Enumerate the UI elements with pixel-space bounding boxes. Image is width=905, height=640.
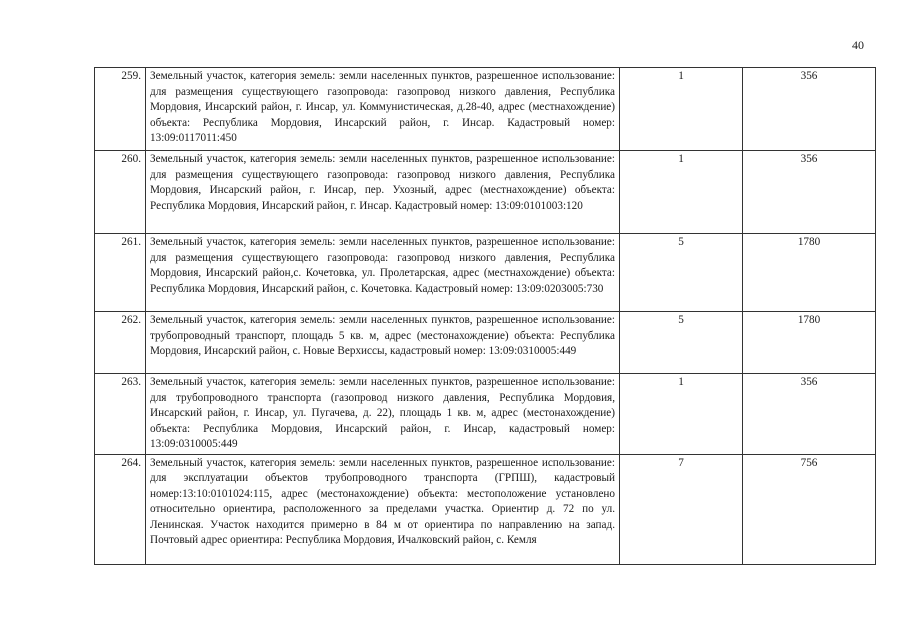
row-description: Земельный участок, категория земель: земли населенных пунктов, разрешенное использование: трубопроводный транспорт, площадь 5 кв. м, адрес (местонахождение) объекта: Республика Мордовия, Инсарский район, с. Новые Верхиссы, кадастровый номер: 13:09:0310005:449 xyxy=(146,312,620,374)
table-row xyxy=(95,151,876,234)
row-number: 264. xyxy=(95,454,146,564)
row-price: 356 xyxy=(743,68,876,151)
row-description: Земельный участок, категория земель: земли населенных пунктов, разрешенное использование: для эксплуатации объектов трубопроводного транспорта (ГРПШ), кадастровый номер:13:10:0101024:115, адрес (местонахождение) объекта: местоположение установлено относительно ориентира, расположенного за пределами участка. Ориентир д. 72 по ул. Ленинская. Участок находится примерно в 84 м от ориентира по направлению на запад. Почтовый адрес ориентира: Республика Мордовия, Ичалковский район, с. Кемля xyxy=(146,454,620,564)
table-row xyxy=(95,374,876,455)
row-price: 1780 xyxy=(743,312,876,374)
page-number: 40 xyxy=(852,38,864,52)
table-row xyxy=(95,454,876,564)
property-table xyxy=(94,67,876,565)
row-price: 356 xyxy=(743,151,876,234)
row-quantity: 5 xyxy=(620,234,743,312)
row-price: 1780 xyxy=(743,234,876,312)
row-number: 259. xyxy=(95,68,146,151)
row-quantity: 1 xyxy=(620,151,743,234)
row-quantity: 1 xyxy=(620,68,743,151)
row-quantity: 1 xyxy=(620,374,743,455)
row-number: 260. xyxy=(95,151,146,234)
row-description: Земельный участок, категория земель: земли населенных пунктов, разрешенное использование: для трубопроводного транспорта (газопровод низкого давления, Республика Мордовия, Инсарский район, г. Инсар, ул. Пугачева, д. 22), площадь 1 кв. м, адрес (местонахождение) объекта: Республика Мордовия, Инсарский район, г. Инсар, кадастровый номер: 13:09:0310005:449 xyxy=(146,374,620,455)
table-row xyxy=(95,68,876,151)
row-price: 356 xyxy=(743,374,876,455)
table-row xyxy=(95,234,876,312)
row-description: Земельный участок, категория земель: земли населенных пунктов, разрешенное использование: для размещения существующего газопровода: газопровод низкого давления, Республика Мордовия, Инсарский район, г. Инсар, ул. Коммунистическая, д.28-40, адрес (местнахождение) объекта: Республика Мордовия, Инсарский район, г. Инсар. Кадастровый номер: 13:09:0117011:450 xyxy=(146,68,620,151)
row-number: 263. xyxy=(95,374,146,455)
row-quantity: 7 xyxy=(620,454,743,564)
row-description: Земельный участок, категория земель: земли населенных пунктов, разрешенное использование: для размещения существующего газопровода: газопровод низкого давления, Республика Мордовия, Инсарский район,с. Кочетовка, ул. Пролетарская, адрес (местнахождение) объекта: Республика Мордовия, Инсарский район, с. Кочетовка. Кадастровый номер: 13:09:0203005:730 xyxy=(146,234,620,312)
table-row xyxy=(95,312,876,374)
row-price: 756 xyxy=(743,454,876,564)
row-description: Земельный участок, категория земель: земли населенных пунктов, разрешенное использование: для размещения существующего газопровода: газопровод низкого давления, Республика Мордовия, Инсарский район, г. Инсар, пер. Ухозный, адрес (местнахождение) объекта: Республика Мордовия, Инсарский район, г. Инсар. Кадастровый номер: 13:09:0101003:120 xyxy=(146,151,620,234)
row-quantity: 5 xyxy=(620,312,743,374)
row-number: 262. xyxy=(95,312,146,374)
row-number: 261. xyxy=(95,234,146,312)
